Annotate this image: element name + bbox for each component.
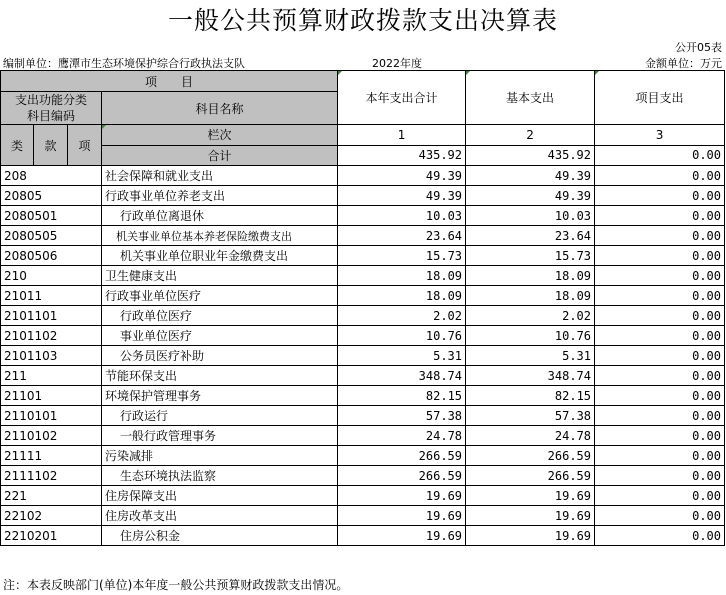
row-code: 211 — [1, 366, 102, 386]
header-project: 项目支出 — [595, 71, 725, 125]
table-row — [1, 466, 725, 486]
row-total: 49.39 — [338, 186, 466, 206]
row-basic: 18.09 — [466, 286, 595, 306]
row-project: 0.00 — [595, 226, 725, 246]
row-total: 18.09 — [338, 266, 466, 286]
row-basic: 19.69 — [466, 526, 595, 546]
row-code: 208 — [1, 166, 102, 186]
row-project: 0.00 — [595, 446, 725, 466]
table-row — [1, 226, 725, 246]
total-basic: 435.92 — [466, 145, 595, 166]
header-col-seq: 栏次 — [102, 125, 338, 146]
table-row — [1, 326, 725, 346]
header-col-3: 3 — [595, 125, 725, 146]
row-subject-name: 住房改革支出 — [102, 506, 338, 526]
table-row — [1, 286, 725, 306]
row-project: 0.00 — [595, 326, 725, 346]
row-total: 266.59 — [338, 446, 466, 466]
row-subject-name: 环境保护管理事务 — [102, 386, 338, 406]
table-row — [1, 246, 725, 266]
header-basic: 基本支出 — [466, 71, 595, 125]
fiscal-year: 2022年度 — [372, 57, 422, 70]
row-code: 2080501 — [1, 206, 102, 226]
row-subject-name: 行政运行 — [102, 406, 338, 426]
row-total: 2.02 — [338, 306, 466, 326]
row-basic: 18.09 — [466, 266, 595, 286]
header-lei: 类 — [1, 125, 34, 166]
row-project: 0.00 — [595, 286, 725, 306]
row-subject-name: 行政单位医疗 — [102, 306, 338, 326]
row-project: 0.00 — [595, 386, 725, 406]
row-code: 21011 — [1, 286, 102, 306]
row-code: 2110102 — [1, 426, 102, 446]
row-code: 2111102 — [1, 466, 102, 486]
row-total: 49.39 — [338, 166, 466, 186]
row-subject-name: 污染减排 — [102, 446, 338, 466]
row-code: 21101 — [1, 386, 102, 406]
row-code: 2080505 — [1, 226, 102, 246]
row-project: 0.00 — [595, 346, 725, 366]
row-total: 18.09 — [338, 286, 466, 306]
row-subject-name: 公务员医疗补助 — [102, 346, 338, 366]
row-total: 10.03 — [338, 206, 466, 226]
table-row — [1, 366, 725, 386]
table-row — [1, 406, 725, 426]
row-total: 19.69 — [338, 506, 466, 526]
row-total: 24.78 — [338, 426, 466, 446]
row-basic: 49.39 — [466, 166, 595, 186]
money-unit: 金额单位：万元 — [645, 57, 722, 70]
row-subject-name: 住房保障支出 — [102, 486, 338, 506]
header-kuan: 款 — [34, 125, 68, 166]
row-code: 2101102 — [1, 326, 102, 346]
row-subject-name: 节能环保支出 — [102, 366, 338, 386]
row-project: 0.00 — [595, 426, 725, 446]
header-total: 本年支出合计 — [338, 71, 466, 125]
row-subject-name: 住房公积金 — [102, 526, 338, 546]
header-item: 项 目 — [1, 71, 338, 92]
row-project: 0.00 — [595, 246, 725, 266]
row-code: 2110101 — [1, 406, 102, 426]
table-row — [1, 506, 725, 526]
row-basic: 5.31 — [466, 346, 595, 366]
row-subject-name: 社会保障和就业支出 — [102, 166, 338, 186]
row-total: 19.69 — [338, 486, 466, 506]
table-row — [1, 186, 725, 206]
row-code: 2210201 — [1, 526, 102, 546]
row-total: 5.31 — [338, 346, 466, 366]
table-row — [1, 446, 725, 466]
report-title: 一般公共预算财政拨款支出决算表 — [167, 6, 558, 35]
row-total: 57.38 — [338, 406, 466, 426]
row-code: 21111 — [1, 446, 102, 466]
row-basic: 10.76 — [466, 326, 595, 346]
row-project: 0.00 — [595, 206, 725, 226]
row-total: 19.69 — [338, 526, 466, 546]
row-project: 0.00 — [595, 166, 725, 186]
row-project: 0.00 — [595, 366, 725, 386]
row-basic: 49.39 — [466, 186, 595, 206]
row-subject-name: 事业单位医疗 — [102, 326, 338, 346]
footnote: 注：本表反映部门(单位)本年度一般公共预算财政拨款支出情况。 — [3, 578, 349, 592]
row-code: 210 — [1, 266, 102, 286]
table-row — [1, 166, 725, 186]
table-row — [1, 346, 725, 366]
header-xiang: 项 — [68, 125, 102, 166]
row-basic: 23.64 — [466, 226, 595, 246]
row-total: 10.76 — [338, 326, 466, 346]
row-basic: 10.03 — [466, 206, 595, 226]
row-subject-name: 机关事业单位基本养老保险缴费支出 — [102, 226, 338, 246]
row-project: 0.00 — [595, 526, 725, 546]
row-basic: 348.74 — [466, 366, 595, 386]
row-code: 22102 — [1, 506, 102, 526]
row-subject-name: 行政事业单位医疗 — [102, 286, 338, 306]
row-total: 266.59 — [338, 466, 466, 486]
table-row — [1, 426, 725, 446]
row-subject-name: 一般行政管理事务 — [102, 426, 338, 446]
row-total: 348.74 — [338, 366, 466, 386]
row-project: 0.00 — [595, 466, 725, 486]
table-row — [1, 386, 725, 406]
row-basic: 266.59 — [466, 466, 595, 486]
row-project: 0.00 — [595, 306, 725, 326]
row-basic: 2.02 — [466, 306, 595, 326]
table-row — [1, 486, 725, 506]
row-subject-name: 行政事业单位养老支出 — [102, 186, 338, 206]
row-code: 2101101 — [1, 306, 102, 326]
row-basic: 57.38 — [466, 406, 595, 426]
row-basic: 266.59 — [466, 446, 595, 466]
form-number: 公开05表 — [675, 41, 722, 54]
row-project: 0.00 — [595, 186, 725, 206]
row-subject-name: 卫生健康支出 — [102, 266, 338, 286]
row-code: 2080506 — [1, 246, 102, 266]
row-project: 0.00 — [595, 266, 725, 286]
row-project: 0.00 — [595, 486, 725, 506]
row-code: 221 — [1, 486, 102, 506]
row-basic: 82.15 — [466, 386, 595, 406]
table-row — [1, 206, 725, 226]
header-col-2: 2 — [466, 125, 595, 146]
row-subject-name: 生态环境执法监察 — [102, 466, 338, 486]
row-basic: 19.69 — [466, 506, 595, 526]
row-total: 15.73 — [338, 246, 466, 266]
row-project: 0.00 — [595, 506, 725, 526]
row-subject-name: 机关事业单位职业年金缴费支出 — [102, 246, 338, 266]
expenditure-table — [0, 70, 725, 546]
total-amount: 435.92 — [338, 145, 466, 166]
table-row — [1, 266, 725, 286]
row-code: 2101103 — [1, 346, 102, 366]
row-basic: 24.78 — [466, 426, 595, 446]
row-total: 23.64 — [338, 226, 466, 246]
header-func-code: 支出功能分类 科目编码 — [1, 92, 102, 125]
compiling-unit: 编制单位：鹰潭市生态环境保护综合行政执法支队 — [3, 57, 245, 70]
header-col-1: 1 — [338, 125, 466, 146]
table-row — [1, 306, 725, 326]
row-code: 20805 — [1, 186, 102, 206]
row-project: 0.00 — [595, 406, 725, 426]
row-subject-name: 行政单位离退休 — [102, 206, 338, 226]
total-project: 0.00 — [595, 145, 725, 166]
row-total: 82.15 — [338, 386, 466, 406]
row-basic: 19.69 — [466, 486, 595, 506]
row-basic: 15.73 — [466, 246, 595, 266]
table-row — [1, 526, 725, 546]
header-subject-name: 科目名称 — [102, 92, 338, 125]
total-label: 合计 — [102, 145, 338, 166]
